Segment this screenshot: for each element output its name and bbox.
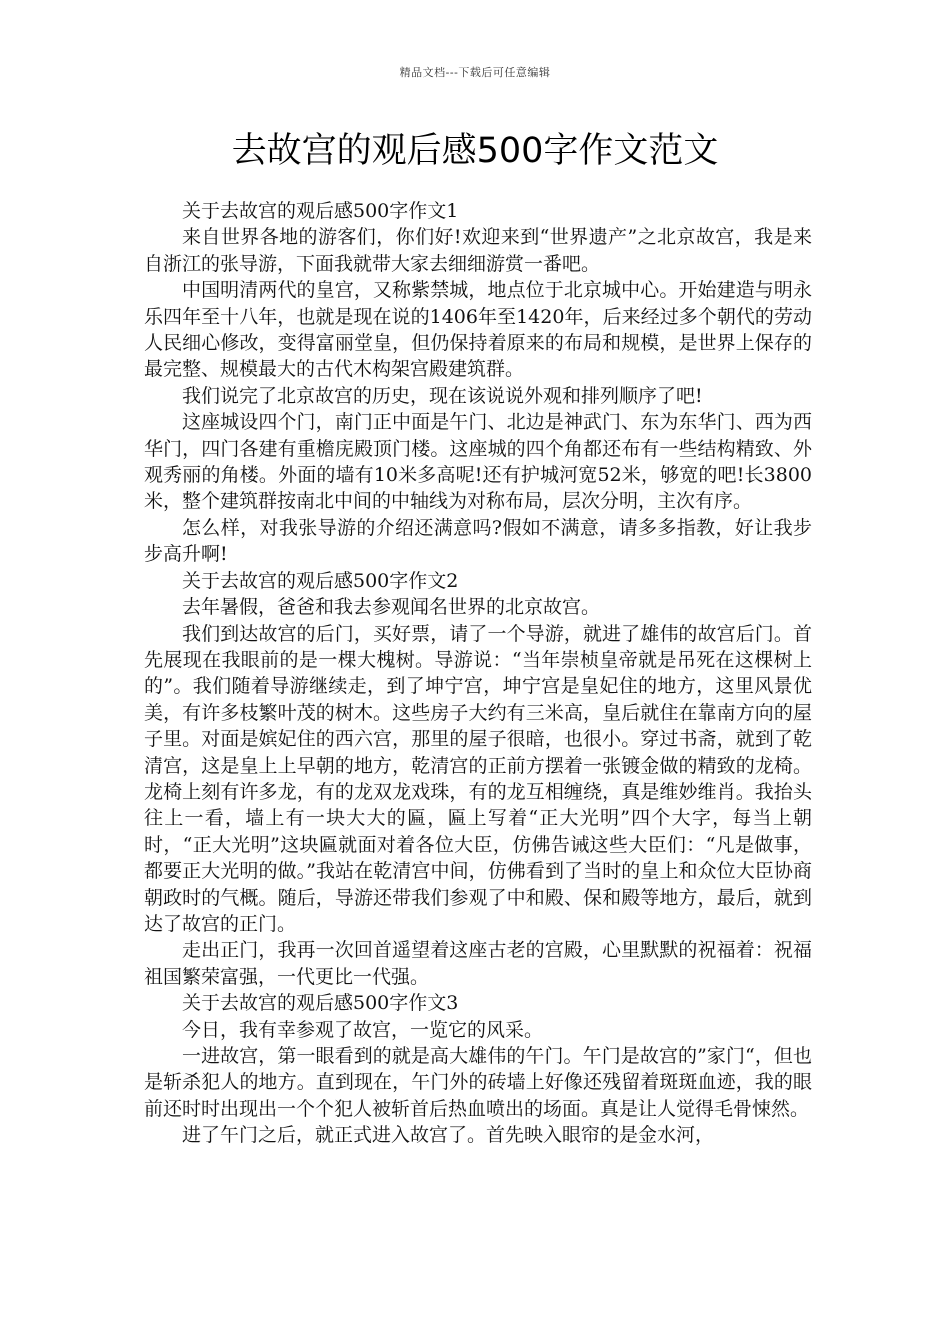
paragraph: 进了午门之后，就正式进入故宫了。首先映入眼帘的是金水河，	[182, 1124, 715, 1147]
paragraph: 我们到达故宫的后门，买好票，请了一个导游，就进了雄伟的故宫后门。首先展现在我眼前的是一棵大槐树。导游说：“当年崇桢皇帝就是吊死在这棵树上的”。我们随着导游继续走，到了坤宁宫，坤宁宫是皇妃住的地方，这里风景优美，有许多枝繁叶茂的树木。这些房子大约有三米高，皇后就住在靠南方向的屋子里。对面是嫔妃住的西六宫，那里的屋子很暗，也很小。穿过书斋，就到了乾清宫，这是皇上上早朝的地方，乾清宫的正前方摆着一张镀金做的精致的龙椅。龙椅上刻有许多龙，有的龙双龙戏珠，有的龙互相缠绕，真是维妙维肖。我抬头往上一看，墙上有一块大大的匾，匾上写着“正大光明”四个大字，每当上朝时，“正大光明”这块匾就面对着各位大臣，仿佛告诫这些大臣们：“凡是做事，都要正大光明的做。”我站在乾清宫中间，仿佛看到了当时的皇上和众位大臣协商朝政时的气概。随后，导游还带我们参观了中和殿、保和殿等地方，最后，就到达了故宫的正门。	[144, 622, 812, 935]
paragraph: 一进故宫，第一眼看到的就是高大雄伟的午门。午门是故宫的”家门“，但也是斩杀犯人的地方。直到现在，午门外的砖墙上好像还残留着斑斑血迹，我的眼前还时时出现出一个个犯人被斩首后热血喷出的场面。真是让人觉得毛骨悚然。	[144, 1045, 812, 1120]
paragraph: 怎么样，对我张导游的介绍还满意吗?假如不满意，请多多指教，好让我步步高升啊!	[144, 516, 812, 566]
paragraph: 今日，我有幸参观了故宫，一览它的风采。	[182, 1018, 544, 1041]
section-heading-1: 关于去故宫的观后感500字作文1	[182, 200, 459, 222]
paragraph: 来自世界各地的游客们，你们好!欢迎来到“世界遗产”之北京故宫，我是来自浙江的张导游，下面我就带大家去细细游赏一番吧。	[144, 226, 812, 275]
paragraph: 这座城设四个门，南门正中面是午门、北边是神武门、东为东华门、西为西华门，四门各建有重檐庑殿顶门楼。这座城的四个角都还布有一些结构精致、外观秀丽的角楼。外面的墙有10米多高呢!还有护城河宽52米，够宽的吧!长3800米，整个建筑群按南北中间的中轴线为对称布局，层次分明，主次有序。	[144, 411, 812, 513]
paragraph: 走出正门，我再一次回首遥望着这座古老的宫殿，心里默默的祝福着：祝福祖国繁荣富强，一代更比一代强。	[144, 939, 812, 988]
section-heading-2: 关于去故宫的观后感500字作文2	[182, 569, 459, 592]
paragraph: 去年暑假，爸爸和我去参观闻名世界的北京故宫。	[182, 596, 601, 619]
paragraph: 中国明清两代的皇宫，又称紫禁城，地点位于北京城中心。开始建造与明永乐四年至十八年，也就是现在说的1406年至1420年，后来经过多个朝代的劳动人民细心修改，变得富丽堂皇，但仍保持着原来的布局和规模，是世界上保存的最完整、规模最大的古代木构架宫殿建筑群。	[144, 279, 812, 381]
document-body	[144, 198, 812, 1149]
document-title: 去故宫的观后感500字作文范文	[231, 131, 719, 171]
section-heading-3: 关于去故宫的观后感500字作文3	[182, 992, 459, 1015]
paragraph: 我们说完了北京故宫的历史，现在该说说外观和排列顺序了吧!	[182, 384, 703, 407]
page-header: 精品文档---下载后可任意编辑	[399, 66, 551, 79]
